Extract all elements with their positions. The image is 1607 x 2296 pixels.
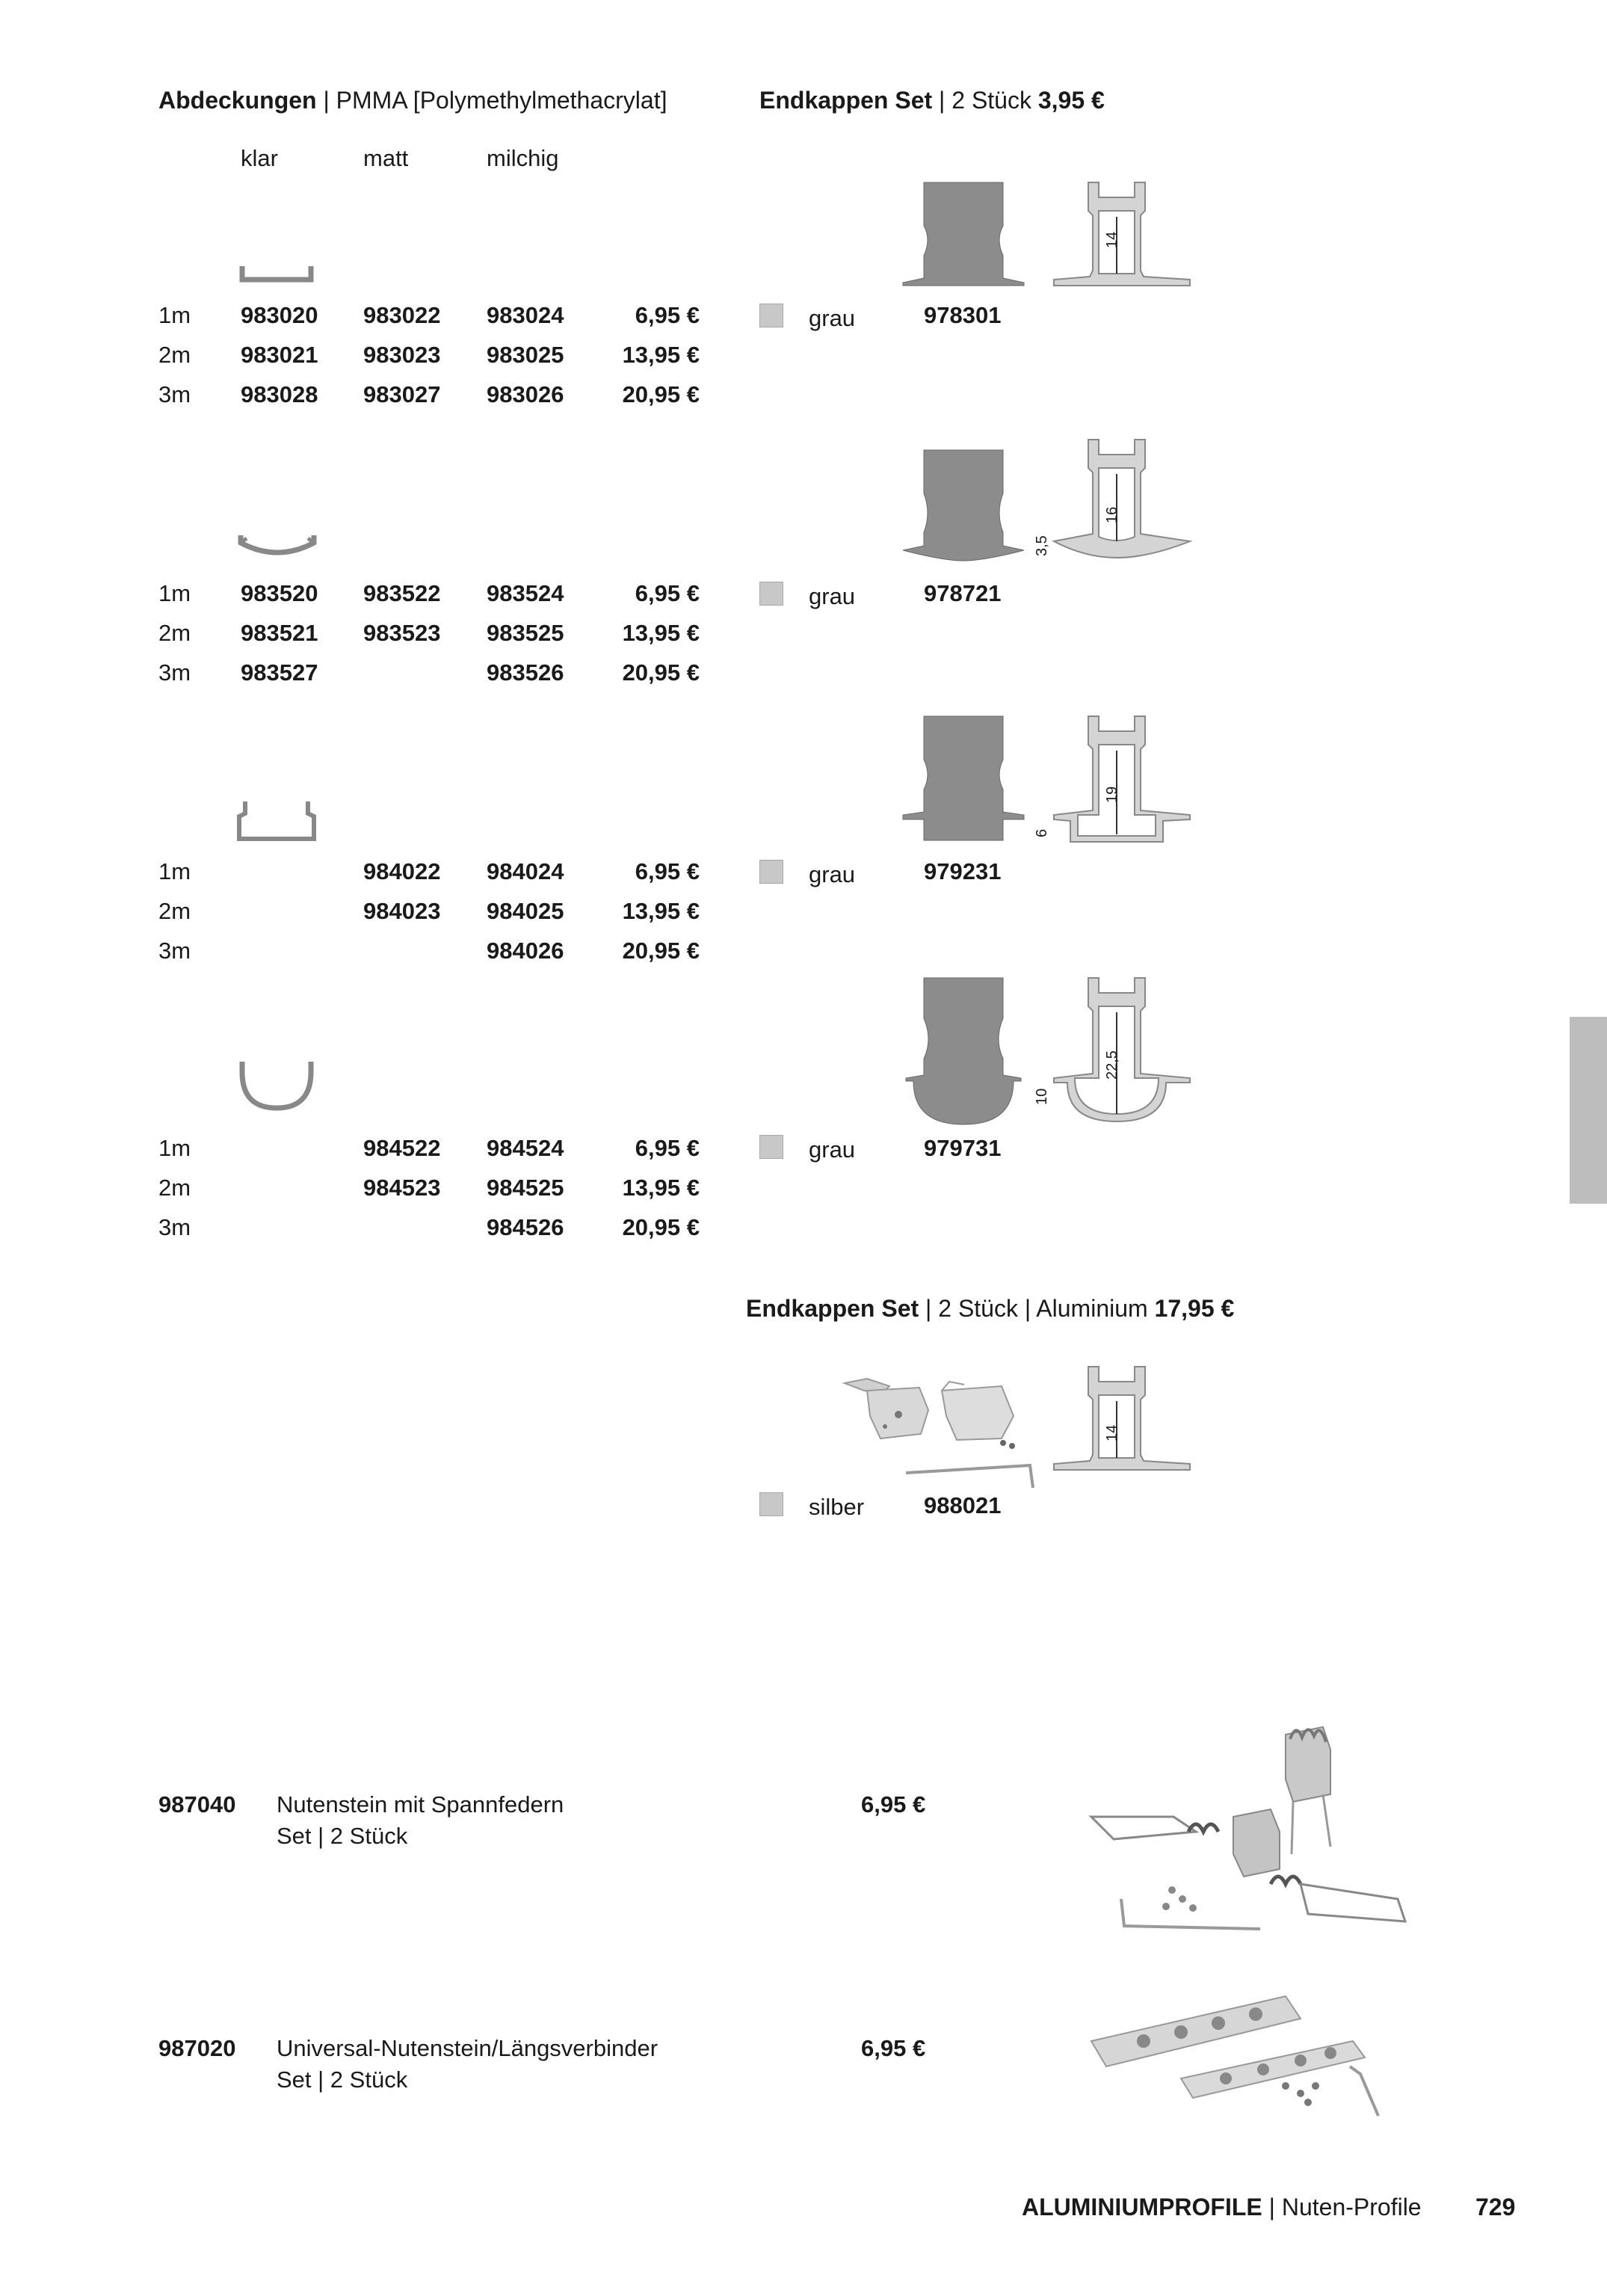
row-price: 20,95 € [622,659,700,686]
article-code: 983022 [363,302,441,328]
alu-title-bold: Endkappen Set [746,1295,919,1322]
article-code: 978301 [924,302,1002,328]
article-code: 984525 [487,1175,564,1201]
dimension-height: 14 [1104,231,1120,248]
row-length: 1m [158,580,191,606]
page-number: 729 [1475,2194,1516,2220]
article-code: 984026 [487,938,564,964]
dimension-height: 16 [1104,506,1120,523]
row-length: 2m [158,1175,191,1201]
accessory-price: 6,95 € [861,2035,926,2061]
row-price: 20,95 € [622,1214,700,1240]
article-code: 983525 [487,620,564,646]
accessory-code: 987020 [158,2035,236,2061]
footer-section [1022,2195,1422,2219]
row-price: 6,95 € [635,858,700,884]
footer-section-sub: | Nuten-Profile [1262,2194,1422,2220]
row-price: 6,95 € [635,302,700,328]
row-length: 3m [158,381,191,407]
article-code: 984025 [487,898,564,924]
article-code: 983523 [363,620,441,646]
row-price: 20,95 € [622,938,700,964]
endkappen-title-price: 3,95 € [1037,87,1105,114]
article-code: 983021 [241,342,318,368]
article-code: 984524 [487,1135,564,1161]
slot-nut-with-springs-photo-icon [1084,1720,1413,1944]
row-price: 13,95 € [622,898,700,924]
cover-profile-flat-icon [239,263,314,286]
article-code: 983024 [487,302,564,328]
column-header-matt: matt [363,145,409,171]
alu-title-price: 17,95 € [1154,1295,1235,1322]
color-label: grau [809,1136,856,1163]
article-code: 983028 [241,381,318,407]
article-code: 983020 [241,302,318,328]
profile-cross-section-icon [1051,181,1193,287]
color-swatch [759,860,783,884]
footer-section-bold: ALUMINIUMPROFILE [1022,2194,1262,2220]
accessory-name: Universal-Nutenstein/Längsverbinder [277,2035,658,2061]
article-code: 988021 [924,1492,1002,1518]
abdeckungen-title-material: | PMMA [Polymethylmethacrylat] [316,87,667,114]
row-length: 2m [158,342,191,368]
cover-profile-curved-icon [236,532,318,562]
dimension-height: 22,5 [1104,1050,1120,1080]
alu-title-qty: | 2 Stück | Aluminium [919,1295,1155,1322]
article-code: 983023 [363,342,441,368]
end-cap-shape-icon [901,976,1025,1126]
row-price: 13,95 € [622,620,700,646]
endkappen-title-qty: | 2 Stück [932,87,1038,114]
endkappen-title-bold: Endkappen Set [759,87,933,114]
accessory-price: 6,95 € [861,1791,926,1818]
article-code: 983520 [241,580,318,606]
color-swatch [759,1492,783,1516]
profile-cross-section-icon [1051,976,1193,1123]
color-label: grau [809,583,856,609]
chapter-tab [1570,1017,1607,1204]
row-length: 2m [158,620,191,646]
row-price: 20,95 € [622,381,700,407]
row-length: 1m [158,302,191,328]
abdeckungen-title [158,88,667,112]
row-length: 1m [158,858,191,884]
profile-cross-section-icon [1051,438,1193,561]
column-header-milchig: milchig [487,145,559,171]
aluminium-end-caps-photo-icon [837,1368,1039,1480]
article-code: 984023 [363,898,441,924]
row-price: 6,95 € [635,580,700,606]
end-cap-shape-icon [901,449,1025,561]
color-label: grau [809,861,856,887]
color-swatch [759,304,783,327]
article-code: 979731 [924,1135,1002,1161]
dimension-height: 19 [1104,786,1120,803]
dimension-height: 14 [1104,1424,1120,1441]
row-length: 3m [158,659,191,686]
row-price: 13,95 € [622,1175,700,1201]
article-code: 984523 [363,1175,441,1201]
column-header-klar: klar [241,145,278,171]
accessory-code: 987040 [158,1791,236,1818]
article-code: 983521 [241,620,318,646]
article-code: 984022 [363,858,441,884]
cover-profile-round-icon [235,1059,318,1112]
accessory-subtitle: Set | 2 Stück [277,2066,408,2093]
dimension-depth: 6 [1034,828,1050,837]
color-swatch [759,582,783,606]
row-length: 3m [158,1214,191,1240]
accessory-subtitle: Set | 2 Stück [277,1823,408,1849]
row-price: 6,95 € [635,1135,700,1161]
profile-cross-section-icon [1051,715,1193,843]
end-cap-shape-icon [901,715,1025,842]
color-label: grau [809,305,856,331]
dimension-depth: 3,5 [1034,535,1050,556]
end-cap-shape-icon [901,181,1025,287]
article-code: 983526 [487,659,564,686]
article-code: 984024 [487,858,564,884]
cover-profile-u-icon [235,798,318,843]
row-price: 13,95 € [622,342,700,368]
row-length: 1m [158,1135,191,1161]
article-code: 978721 [924,580,1002,606]
article-code: 983522 [363,580,441,606]
profile-cross-section-icon [1051,1365,1193,1471]
dimension-depth: 10 [1034,1088,1050,1105]
universal-slot-nut-connector-photo-icon [1084,1974,1413,2123]
color-label: silber [809,1494,865,1520]
row-length: 2m [158,898,191,924]
article-code: 983027 [363,381,441,407]
color-swatch [759,1135,783,1159]
abdeckungen-title-bold: Abdeckungen [158,87,317,114]
article-code: 983524 [487,580,564,606]
row-length: 3m [158,938,191,964]
alu-endkappen-title [746,1296,1234,1320]
article-code: 983025 [487,342,564,368]
article-code: 984526 [487,1214,564,1240]
article-code: 984522 [363,1135,441,1161]
article-code: 983527 [241,659,318,686]
article-code: 979231 [924,858,1002,884]
endkappen-title [759,88,1105,112]
accessory-name: Nutenstein mit Spannfedern [277,1791,564,1818]
article-code: 983026 [487,381,564,407]
